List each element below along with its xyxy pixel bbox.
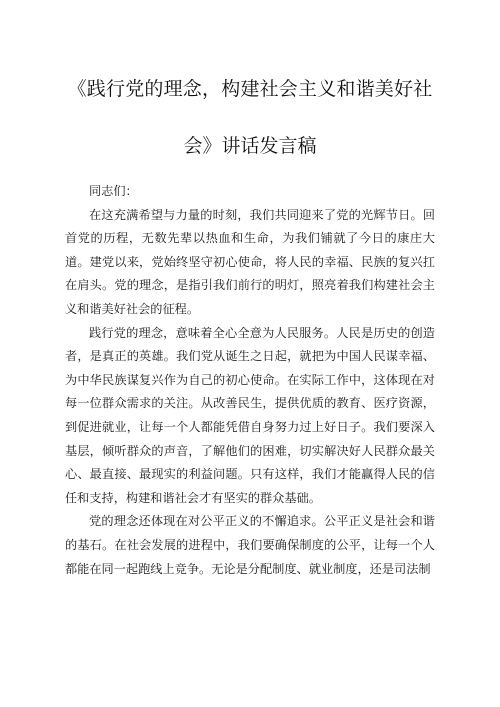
document-body: [65, 180, 435, 581]
document-title-line-2: 会》讲话发言稿: [183, 135, 317, 157]
paragraph-3: 党的理念还体现在对公平正义的不懈追求。公平正义是社会和谐的基石。在社会发展的进程中，我们要确保制度的公平，让每一个人都能在同一起跑线上竞争。无论是分配制度、就业制度，还是司法制: [65, 514, 435, 576]
paragraph-1: 在这充满希望与力量的时刻，我们共同迎来了党的光辉节日。回首党的历程，无数先辈以热血和生命，为我们铺就了今日的康庄大道。建党以来，党始终坚守初心使命，将人民的幸福、民族的复兴扛在肩头。党的理念，是指引我们前行的明灯，照亮着我们构建社会主义和谐美好社会的征程。: [65, 207, 435, 316]
document-title-line-1: 《践行党的理念，构建社会主义和谐美好社: [67, 78, 433, 100]
paragraph-2: 践行党的理念，意味着全心全意为人民服务。人民是历史的创造者，是真正的英雄。我们党从诞生之日起，就把为中国人民谋幸福、为中华民族谋复兴作为自己的初心使命。在实际工作中，这体现在对每一位群众需求的关注。从改善民生，提供优质的教育、医疗资源，到促进就业，让每一个人都能凭借自身努力过上好日子。我们要深入基层，倾听群众的声音，了解他们的困难，切实解决好人民群众最关心、最直接、最现实的利益问题。只有这样，我们才能赢得人民的信任和支持，构建和谐社会才有坚实的群众基础。: [65, 325, 435, 505]
salutation: 同志们：: [89, 184, 138, 198]
